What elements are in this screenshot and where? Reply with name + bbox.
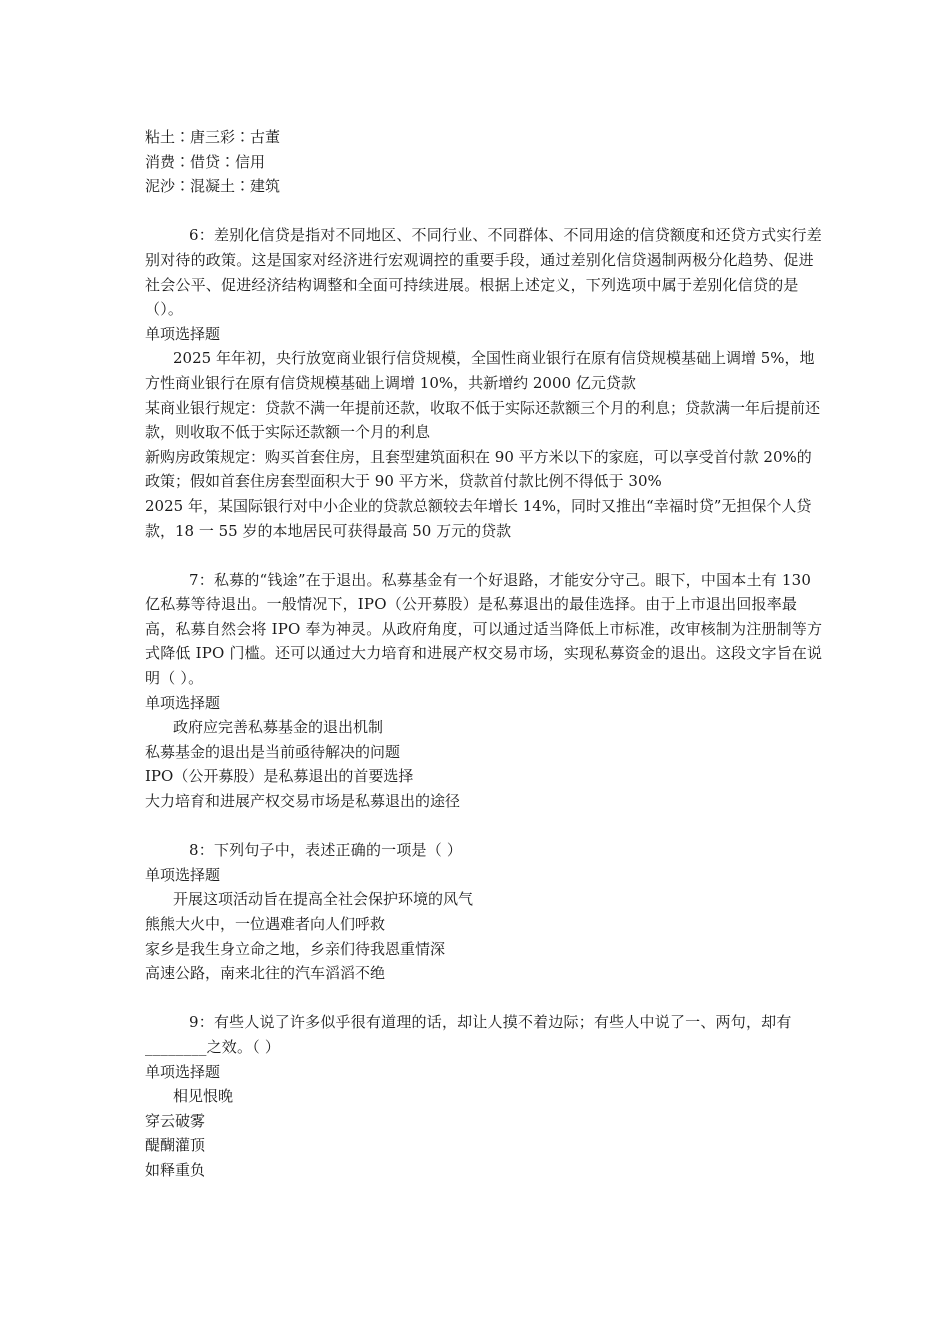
option-text: 醍醐灌顶	[145, 1136, 206, 1155]
question-stem: 6：差别化信贷是指对不同地区、不同行业、不同群体、不同用途的信贷额度和还贷方式实行差别对待的政策。这是国家对经济进行宏观调控的重要手段，通过差别化信贷遏制两极分化趋势、促进社会公平、促进经济结构调整和全面可持续进展。根据上述定义，下列选项中属于差别化信贷的是（）。	[145, 226, 822, 319]
question-type: 单项选择题	[145, 693, 221, 712]
paragraph-gap	[145, 199, 825, 224]
option-text: 大力培育和进展产权交易市场是私募退出的途径	[145, 792, 461, 811]
option-text: 2025 年年初，央行放宽商业银行信贷规模，全国性商业银行在原有信贷规模基础上调增 5%，地方性商业银行在原有信贷规模基础上调增 10%，共新增约 2000 亿元贷款	[145, 349, 815, 392]
option-text: 如释重负	[145, 1160, 206, 1179]
question-7	[145, 568, 825, 814]
prev-question-options	[145, 125, 825, 199]
question-stem: 7：私募的“钱途”在于退出。私募基金有一个好退路，才能安分守己。眼下，中国本土有 130 亿私募等待退出。一般情况下，IPO（公开募股）是私募退出的最佳选择。由于上市退出回报率最高，私募自然会将 IPO 奉为神灵。从政府角度，可以通过适当降低上市标准，改审核制为注册制等方式降低 IPO 门槛。还可以通过大力培育和进展产权交易市场，实现私募资金的退出。这段文字旨在说明（ ）。	[145, 570, 823, 688]
question-6	[145, 223, 825, 543]
option-text: IPO（公开募股）是私募退出的首要选择	[145, 767, 414, 786]
document-body	[145, 125, 825, 1183]
question-stem: 9：有些人说了许多似乎很有道理的话，却让人摸不着边际；有些人中说了一、两句，却有________之效。（ ）	[145, 1013, 792, 1056]
option-text: 家乡是我生身立命之地，乡亲们待我恩重情深	[145, 939, 446, 958]
question-8	[145, 838, 825, 986]
question-9	[145, 1010, 825, 1182]
option-text: 熊熊大火中，一位遇难者向人们呼救	[145, 915, 386, 933]
option-text: 消费∶借贷∶信用	[145, 152, 266, 171]
option-text: 穿云破雾	[145, 1111, 206, 1130]
paragraph-gap	[145, 986, 825, 1011]
question-type: 单项选择题	[145, 324, 221, 343]
option-text: 相见恨晚	[173, 1087, 234, 1106]
paragraph-gap	[145, 814, 825, 839]
option-text: 私募基金的退出是当前亟待解决的问题	[145, 742, 401, 761]
question-type: 单项选择题	[145, 865, 221, 884]
option-text: 2025 年，某国际银行对中小企业的贷款总额较去年增长 14%，同时又推出“幸福时贷”无担保个人贷款，18 一 55 岁的本地居民可获得最高 50 万元的贷款	[145, 496, 812, 540]
option-text: 泥沙∶混凝土∶建筑	[145, 177, 281, 196]
option-text: 新购房政策规定：购买首套住房，且套型建筑面积在 90 平方米以下的家庭，可以享受首付款 20%的政策；假如首套住房套型面积大于 90 平方米，贷款首付款比例不得低于 30%	[145, 447, 812, 491]
question-type: 单项选择题	[145, 1062, 221, 1081]
option-text: 开展这项活动旨在提高全社会保护环境的风气	[173, 890, 474, 909]
option-text: 高速公路，南来北往的汽车滔滔不绝	[145, 964, 386, 983]
option-text: 某商业银行规定：贷款不满一年提前还款，收取不低于实际还款额三个月的利息；贷款满一年后提前还款，则收取不低于实际还款额一个月的利息	[145, 398, 821, 442]
option-text: 粘土∶唐三彩∶古董	[145, 128, 281, 146]
paragraph-gap	[145, 543, 825, 568]
option-text: 政府应完善私募基金的退出机制	[173, 718, 384, 737]
question-stem: 8：下列句子中，表述正确的一项是（ ）	[189, 841, 463, 860]
